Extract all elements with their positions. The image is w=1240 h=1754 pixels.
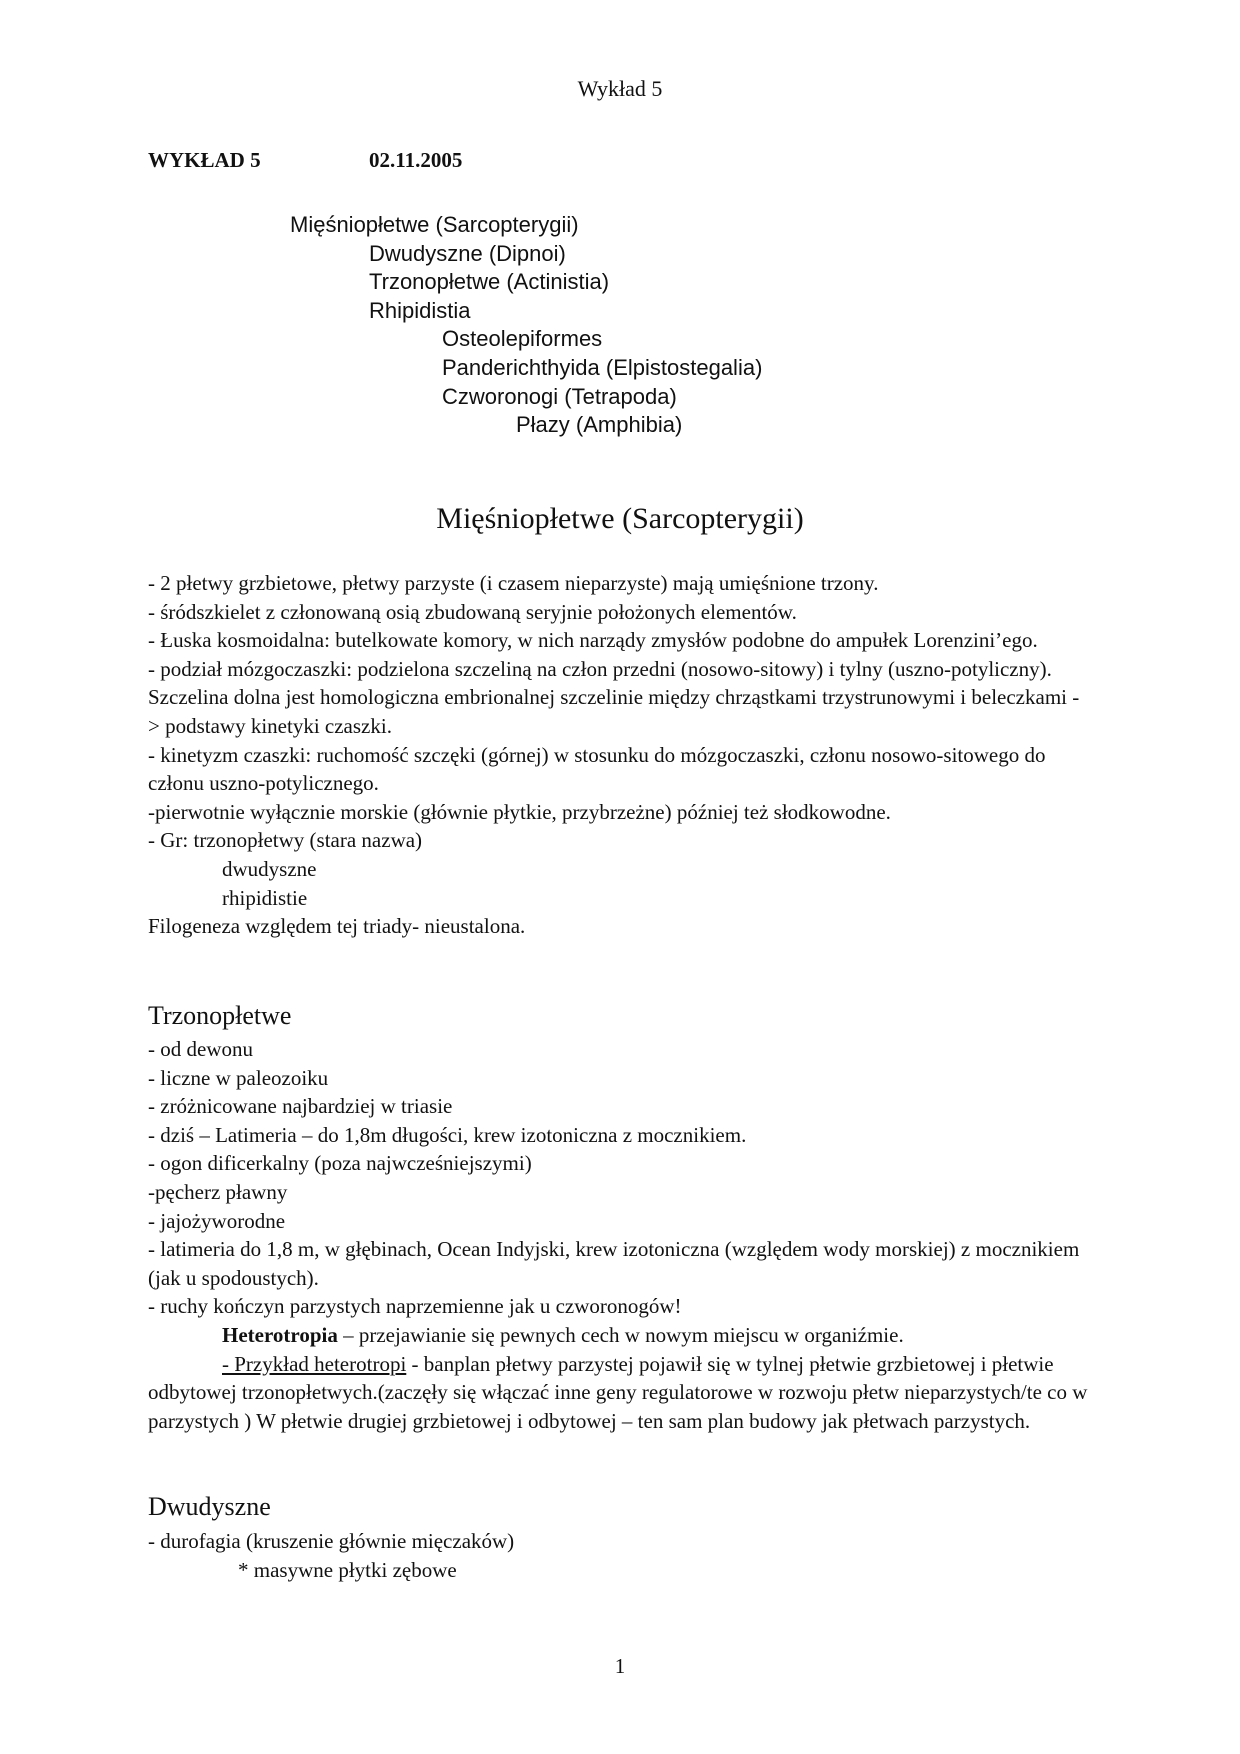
taxonomy-item: Czworonogi (Tetrapoda) [442,383,677,409]
text-line: - ruchy kończyn parzystych naprzemienne jak u czworonogów! [148,1294,682,1319]
section-body-sarcopterygii [148,569,1088,941]
section-body-trzonopletwe [148,1035,1088,1435]
text-line: - dziś – Latimeria – do 1,8m długości, krew izotoniczna z mocznikiem. [148,1122,747,1147]
section-title-dwudyszne: Dwudyszne [148,1492,271,1521]
text-line: -pęcherz pławny [148,1179,288,1204]
running-header: Wykład 5 [577,76,663,101]
text-line: - jajożyworodne [148,1208,286,1233]
text-line: - ogon dificerkalny (poza najwcześniejszymi) [148,1151,532,1176]
taxonomy-item: Mięśniopłetwe (Sarcopterygii) [290,212,579,237]
section-title-trzonopletwe: Trzonopłetwe [148,1001,292,1030]
taxonomy-item: Rhipidistia [369,297,471,323]
lecture-title [148,148,463,173]
text-line: - liczne w paleozoiku [148,1065,329,1090]
page-number: 1 [614,1654,626,1678]
text-line: - od dewonu [148,1037,253,1061]
example-label: - Przykład heterotropi [222,1351,407,1376]
text-line: - Gr: trzonopłetwy (stara nazwa) [148,828,423,853]
taxonomy-item: Trzonopłetwe (Actinistia) [369,269,610,295]
heterotropia-definition [148,1321,1088,1350]
taxonomy-item: Panderichthyida (Elpistostegalia) [442,355,763,380]
text-line: dwudyszne [222,856,317,881]
lecture-label: WYKŁAD 5 [148,148,261,172]
example-text: - banplan płetwy parzystej pojawił się w tylnej płetwie grzbietowej i płetwie odbytowej trzonopłetwych.(zaczęły się włączać inne geny regulatorowe w rozwoju płetw nieparzystych/te co w parzystych ) W płetwie drugiej grzbietowej i odbytowej – ten sam plan budowy jak płetwach parzystych. [148,1351,1088,1433]
text-line: -pierwotnie wyłącznie morskie (głównie płytkie, przybrzeżne) później też słodkowodne. [148,799,891,824]
text-line: - podział mózgoczaszki: podzielona szczeliną na człon przedni (nosowo-sitowy) i tylny (uszno-potyliczny). Szczelina dolna jest homologiczna embrionalnej szczelinie między chrząstkami trzystrunowymi i beleczkami -> podstawy kinetyki czaszki. [148,656,1080,738]
heterotropia-def-text: – przejawianie się pewnych cech w nowym miejscu w organiźmie. [337,1322,904,1347]
taxonomy-item: Dwudyszne (Dipnoi) [369,240,566,266]
lecture-date: 02.11.2005 [369,148,463,172]
text-line: - latimeria do 1,8 m, w głębinach, Ocean Indyjski, krew izotoniczna (względem wody morskiej) z mocznikiem (jak u spodoustych). [148,1237,1080,1290]
text-line: - durofagia (kruszenie głównie mięczaków) [148,1529,515,1553]
heterotropia-term: Heterotropia [222,1322,338,1347]
text-line: rhipidistie [222,885,308,910]
text-line: - Łuska kosmoidalna: butelkowate komory, w nich narządy zmysłów podobne do ampułek Lorenzini’ego. [148,628,1038,653]
section-body-dwudyszne [148,1527,1088,1584]
text-line: - śródszkielet z członowaną osią zbudowaną seryjnie położonych elementów. [148,599,797,624]
section-title-sarcopterygii: Mięśniopłetwe (Sarcopterygii) [436,502,804,535]
taxonomy-item: Osteolepiformes [442,326,603,352]
text-line: - kinetyzm czaszki: ruchomość szczęki (górnej) w stosunku do mózgoczaszki, członu nosowo-sitowego do członu uszno-potylicznego. [148,742,1046,796]
heterotropia-example [148,1350,1088,1436]
taxonomy-item: Płazy (Amphibia) [516,412,683,438]
text-line: * masywne płytki zębowe [238,1557,457,1582]
text-line: - 2 płetwy grzbietowe, płetwy parzyste (i czasem nieparzyste) mają umięśnione trzony. [148,571,879,595]
text-line: - zróżnicowane najbardziej w triasie [148,1094,453,1119]
text-line: Filogeneza względem tej triady- nieustalona. [148,914,526,939]
